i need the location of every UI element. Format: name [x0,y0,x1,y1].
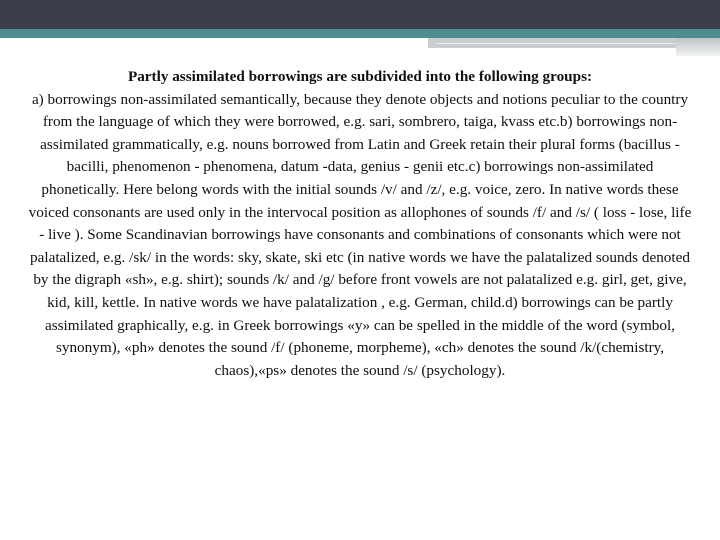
slide-body-text: a) borrowings non-assimilated semantically, because they denote objects and notions peculiar to the country from the language of which they were borrowed, e.g. sari, sombrero, taiga, kvass etc.b) borrowings non-assimilated grammatically, e.g. nouns borrowed from Latin and Greek retain their plural forms (bacillus - bacilli, phenomenon - phenomena, datum -data, genius - genii etc.c) borrowings non-assimilated phonetically. Here belong words with the initial sounds /v/ and /z/, e.g. voice, zero. In native words these voiced consonants are used only in the intervocal position as allophones of sounds /f/ and /s/ ( loss - lose, life - live ). Some Scandinavian borrowings have consonants and combinations of consonants which were not palatalized, e.g. /sk/ in the words: sky, skate, ski etc (in native words we have the palatalized sounds denoted by the digraph «sh», e.g. shirt); sounds /k/ and /g/ before front vowels are not palatalized e.g. girl, get, give, kid, kill, kettle. In native words we have palatalization , e.g. German, child.d) borrowings can be partly assimilated graphically, e.g. in Greek borrowings «y» can be spelled in the middle of the word (symbol, synonym), «ph» denotes the sound /f/ (phoneme, morpheme), «ch» denotes the sound /k/(chemistry, chaos),«ps» denotes the sound /s/ (psychology). [28,90,692,379]
corner-shadow [676,38,720,56]
accent-band [0,29,720,38]
slide-heading: Partly assimilated borrowings are subdivided into the following groups: [127,68,593,85]
strip-highlight-line [436,43,712,44]
slide-text-block [28,66,692,382]
header-band [0,0,720,29]
